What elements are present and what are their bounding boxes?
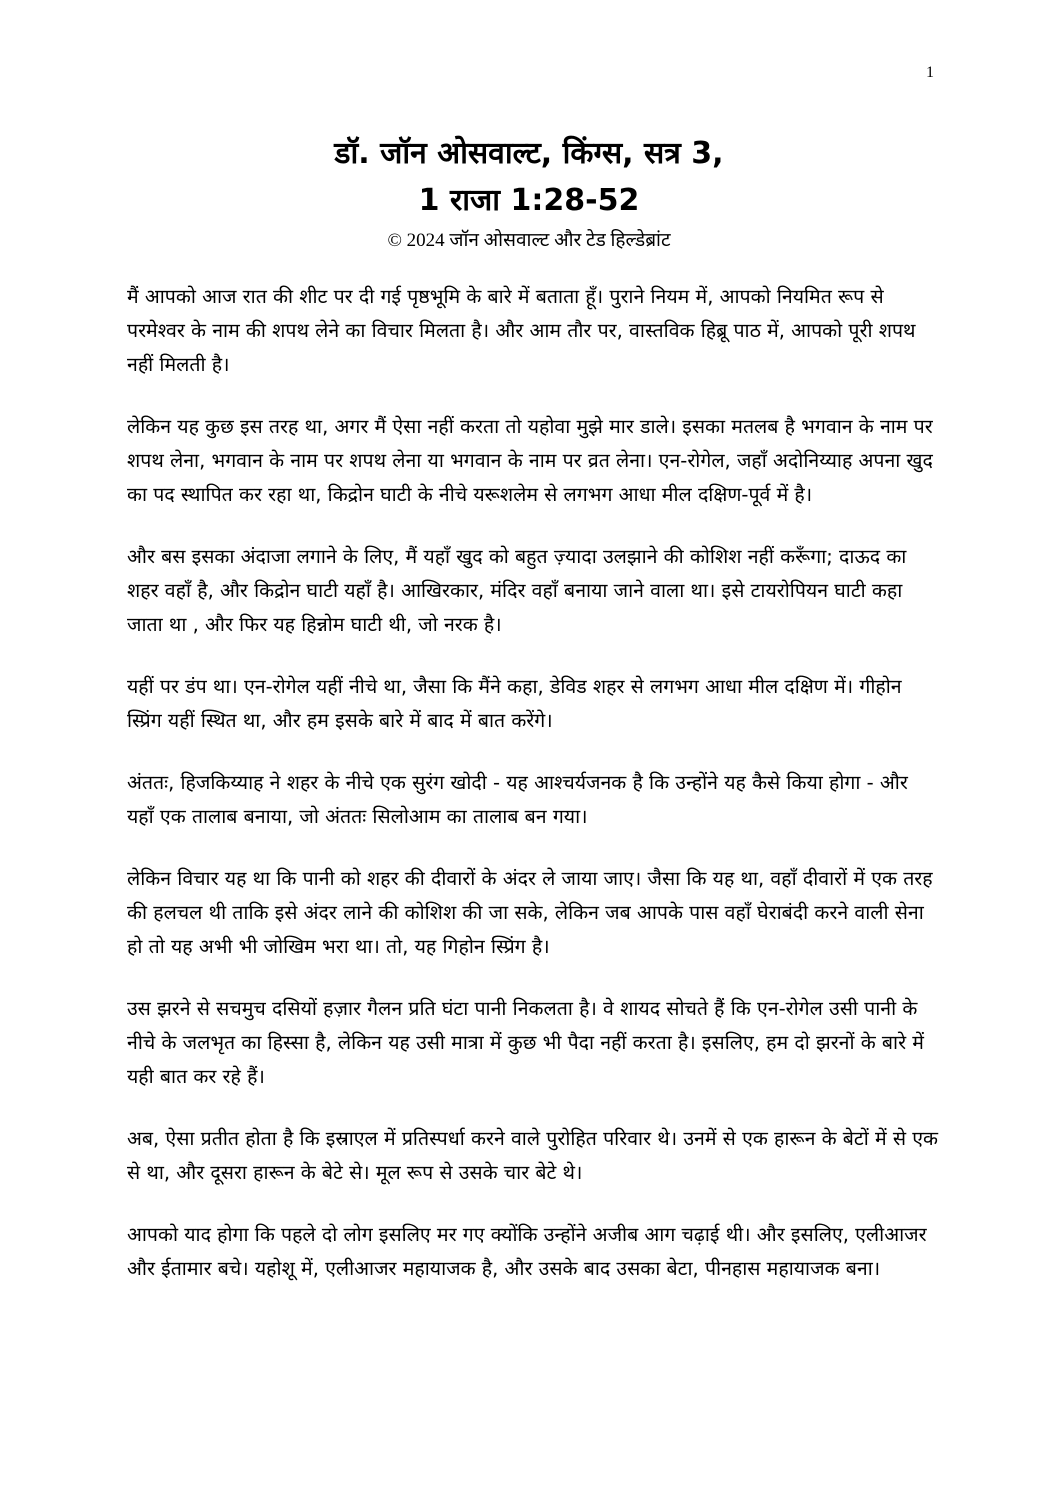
paragraph: उस झरने से सचमुच दसियों हज़ार गैलन प्रति घंटा पानी निकलता है। वे शायद सोचते हैं कि एन-रोगेल उसी पानी के नीचे के जलभृत का हिस्सा है, लेकिन यह उसी मात्रा में कुछ भी पैदा नहीं करता है। इसलिए, हम दो झरनों के बारे में यही बात कर रहे हैं।	[127, 997, 924, 1088]
paragraph: अंततः, हिजकिय्याह ने शहर के नीचे एक सुरंग खोदी - यह आश्चर्यजनक है कि उन्होंने यह कैसे किया होगा - और यहाँ एक तालाब बनाया, जो अंततः सिलोआम का तालाब बन गया।	[127, 771, 908, 828]
paragraph: और बस इसका अंदाजा लगाने के लिए, मैं यहाँ खुद को बहुत ज़्यादा उलझाने की कोशिश नहीं करूँगा; दाऊद का शहर वहाँ है, और किद्रोन घाटी यहाँ है। आखिरकार, मंदिर वहाँ बनाया जाने वाला था। इसे टायरोपियन घाटी कहा जाता था , और फिर यह हिन्नोम घाटी थी, जो नरक है।	[127, 545, 907, 636]
document-header	[0, 130, 1058, 256]
document-body	[127, 280, 939, 1314]
page-number: 1	[926, 64, 934, 81]
paragraph: अब, ऐसा प्रतीत होता है कि इस्राएल में प्रतिस्पर्धा करने वाले पुरोहित परिवार थे। उनमें से एक हारून के बेटों में से एक से था, और दूसरा हारून के बेटे से। मूल रूप से उसके चार बेटे थे।	[127, 1127, 938, 1184]
paragraph: मैं आपको आज रात की शीट पर दी गई पृष्ठभूमि के बारे में बताता हूँ। पुराने नियम में, आपको नियमित रूप से परमेश्वर के नाम की शपथ लेने का विचार मिलता है। और आम तौर पर, वास्तविक हिब्रू पाठ में, आपको पूरी शपथ नहीं मिलती है।	[127, 285, 916, 376]
paragraph: यहीं पर डंप था। एन-रोगेल यहीं नीचे था, जैसा कि मैंने कहा, डेविड शहर से लगभग आधा मील दक्षिण में। गीहोन स्प्रिंग यहीं स्थित था, और हम इसके बारे में बाद में बात करेंगे।	[127, 675, 902, 732]
paragraph: लेकिन विचार यह था कि पानी को शहर की दीवारों के अंदर ले जाया जाए। जैसा कि यह था, वहाँ दीवारों में एक तरह की हलचल थी ताकि इसे अंदर लाने की कोशिश की जा सके, लेकिन जब आपके पास वहाँ घेराबंदी करने वाली सेना हो तो यह अभी भी जोखिम भरा था। तो, यह गिहोन स्प्रिंग है।	[127, 867, 933, 958]
paragraph: लेकिन यह कुछ इस तरह था, अगर मैं ऐसा नहीं करता तो यहोवा मुझे मार डाले। इसका मतलब है भगवान के नाम पर शपथ लेना, भगवान के नाम पर शपथ लेना या भगवान के नाम पर व्रत लेना। एन-रोगेल, जहाँ अदोनिय्याह अपना खुद का पद स्थापित कर रहा था, किद्रोन घाटी के नीचे यरूशलेम से लगभग आधा मील दक्षिण-पूर्व में है।	[127, 415, 933, 506]
copyright-line: © 2024 जॉन ओसवाल्ट और टेड हिल्डेब्रांट	[387, 230, 671, 251]
page-subtitle: 1 राजा 1:28-52	[418, 183, 640, 218]
paragraph: आपको याद होगा कि पहले दो लोग इसलिए मर गए क्योंकि उन्होंने अजीब आग चढ़ाई थी। और इसलिए, एलीआजर और ईतामार बचे। यहोशू में, एलीआजर महायाजक है, और उसके बाद उसका बेटा, पीनहास महायाजक बना।	[127, 1223, 927, 1280]
page-title: डॉ. जॉन ओसवाल्ट, किंग्स, सत्र 3,	[334, 136, 724, 171]
